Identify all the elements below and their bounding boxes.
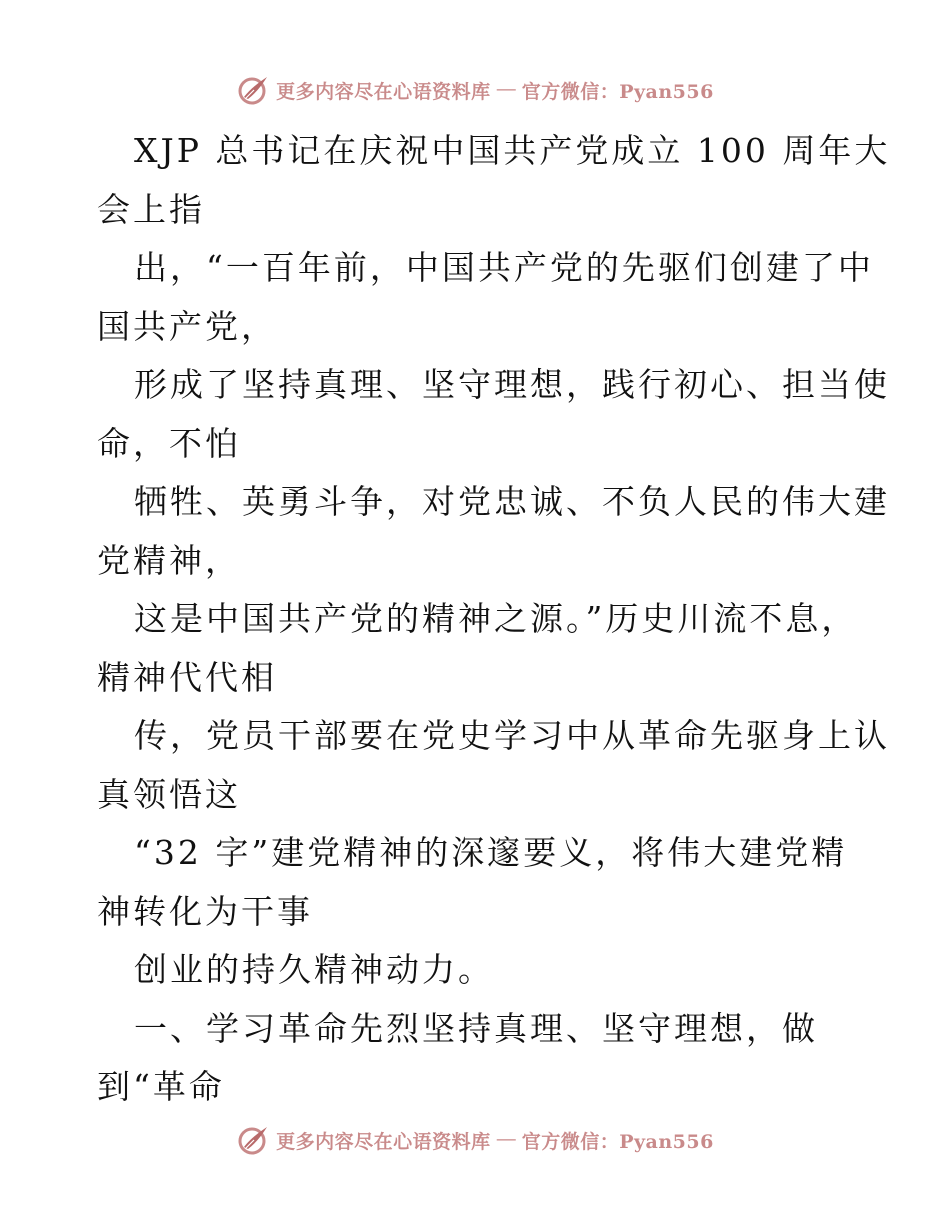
text-line: 会上指 [97,189,205,229]
text-line: “32 字”建党精神的深邃要义，将伟大建党精 [134,833,848,872]
text-line: 党精神， [97,540,241,580]
header-banner-text: 更多内容尽在心语资料库 [276,80,491,103]
footer-banner-text: 更多内容尽在心语资料库 [276,1130,491,1153]
text-line: 命，不怕 [97,423,241,463]
text-line: 形成了坚持真理、坚守理想，践行初心、担当使 [134,365,890,404]
text-line: 牺牲、英勇斗争，对党忠诚、不负人民的伟大建 [134,482,890,521]
text-line: 精神代代相 [97,657,277,697]
quill-pen-circle-icon [236,1123,270,1157]
document-body [97,122,891,1117]
text-line: 创业的持久精神动力。 [134,950,494,989]
text-line: XJP 总书记在庆祝中国共产党成立 100 周年大 [134,131,891,170]
text-line: 一、学习革命先烈坚持真理、坚守理想，做 [134,1008,818,1048]
header-contact: 官方微信：Pyan556 [521,80,714,103]
footer-contact: 官方微信：Pyan556 [521,1130,714,1153]
header-separator: — [496,79,516,100]
text-line: 到“革命 [97,1067,225,1106]
footer-separator: — [496,1129,516,1150]
text-line: 真领悟这 [97,774,241,814]
footer-banner [0,1120,950,1160]
text-line: 出，“一百年前，中国共产党的先驱们创建了中 [134,248,874,287]
text-line: 神转化为干事 [97,891,313,931]
text-line: 国共产党， [97,306,277,346]
header-banner [0,70,950,110]
text-line: 这是中国共产党的精神之源。”历史川流不息， [134,599,858,638]
quill-pen-circle-icon [236,73,270,107]
text-line: 传，党员干部要在党史学习中从革命先驱身上认 [134,716,890,755]
